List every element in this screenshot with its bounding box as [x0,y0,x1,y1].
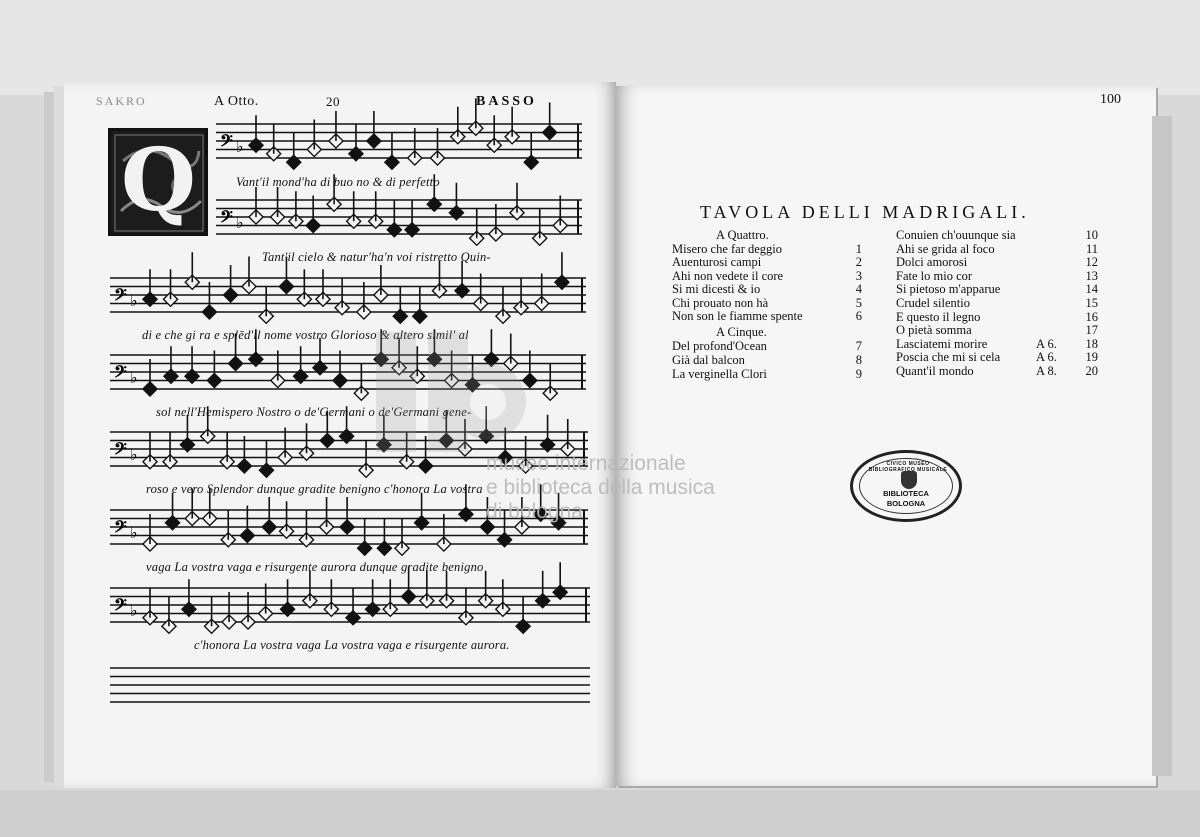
toc-entry-title: Conuien ch'ouunque sia [896,228,1016,242]
toc-entry-title: Auenturosi campi [672,255,762,269]
toc-entry-title: Ahi non vedete il core [672,268,784,283]
toc-entry [896,350,1096,364]
lyric-line-6: vaga La vostra vaga e risurgente aurora dunque gradite benigno [146,560,484,574]
staff [216,98,582,169]
toc-left-column [672,228,872,388]
toc-entry-number: 16 [1085,309,1098,324]
toc-heading-a5: A Cinque. [716,325,767,339]
watermark-line-2: e biblioteca della musica [486,476,715,499]
flat-icon: ♭ [130,601,138,621]
toc-entry-title: O pietà somma [896,323,972,338]
toc-entry [896,337,1096,351]
initial-letter: Q [121,130,196,231]
watermark-logo [376,332,526,452]
toc-entry-number: 17 [1085,323,1098,338]
toc-entry [672,282,872,296]
lyric-line-4: sol nell'Hemispero Nostro o de'Germani o de'Germani gene- [156,405,472,419]
bass-clef-icon: 𝄢 [114,438,127,463]
toc-entry-number: 18 [1085,336,1098,351]
toc-entry [896,364,1096,378]
toc-entry [896,323,1096,337]
toc-entry-number: 19 [1085,350,1098,365]
toc-entry-number: 10 [1085,228,1098,242]
lyric-line-3: di e che gi ra e splēd'il nome vostro Glorioso & altero simil' al [142,328,469,342]
toc-entry-number: 4 [855,282,862,296]
bleed-through-header: SAKRO [96,94,147,108]
toc-entry-number: 12 [1085,255,1098,270]
toc-entry-title: Misero che far deggio [672,241,783,256]
toc-entry [672,309,872,323]
stamp-top-text: CIVICO MUSEO BIBLIOGRAFICO MUSICALE [868,461,948,473]
toc-entry-title: Fate lo mio cor [896,268,973,283]
toc-entry-number: 2 [855,255,862,269]
bass-clef-icon: 𝄢 [220,206,233,231]
stamp-inner-ring [859,458,953,514]
toc-entry-number: 9 [855,367,862,381]
toc-entry [896,269,1096,283]
bass-clef-icon: 𝄢 [114,594,127,619]
toc-entry [896,228,1096,242]
toc-entry-number: 14 [1085,282,1098,297]
lyric-line-1: Vant'il mond'ha di buo no & di perfetto [236,175,440,189]
toc-entry-title: La verginella Clori [672,367,767,381]
flat-icon: ♭ [236,213,244,233]
toc-entry-voices: A 8. [1036,364,1057,378]
watermark-line-3: di bologna [486,500,583,523]
flat-icon: ♭ [130,523,138,543]
toc-entry-title: Quant'il mondo [896,364,974,378]
toc-entry-number: 15 [1085,296,1098,310]
toc-entry [672,296,872,310]
toc-entry-voices: A 6. [1036,350,1057,365]
header-page-number: 20 [326,94,340,109]
folio-number: 100 [1100,92,1121,107]
toc-entry-title: Non son le fiamme spente [672,309,803,323]
toc-entry-title: Crudel silentio [896,296,970,310]
bass-clef-icon: 𝄢 [114,284,127,309]
toc-entry [672,367,872,381]
toc-entry [896,255,1096,269]
header-voices: A Otto. [214,94,259,109]
toc-entry-title: Del profond'Ocean [672,339,767,353]
header-part-name: BASSO [476,94,537,109]
toc-entry-number: 8 [855,353,862,367]
bass-clef-icon: 𝄢 [114,516,127,541]
library-stamp [850,450,962,522]
table-title: TAVOLA DELLI MADRIGALI. [700,202,1030,222]
toc-entry [896,242,1096,256]
toc-entry-number: 13 [1085,268,1098,283]
watermark-text [486,452,715,524]
toc-entry-title: Già dal balcon [672,353,745,367]
toc-entry-title: Lasciatemi morire [896,336,988,351]
toc-entry-title: Chi prouato non hà [672,295,769,310]
toc-entry-title: Dolci amorosi [896,255,968,270]
toc-entry [896,296,1096,310]
flat-icon: ♭ [130,445,138,465]
lyric-line-2: Tant'il cielo & natur'ha'n voi ristretto Quin- [262,250,491,264]
toc-entry-voices: A 6. [1036,336,1057,351]
toc-entry [896,310,1096,324]
toc-entry-number: 11 [1085,241,1098,256]
toc-entry-number: 5 [855,295,862,310]
toc-entry [672,339,872,353]
toc-entry-number: 20 [1085,364,1098,378]
bass-clef-icon: 𝄢 [114,361,127,386]
stamp-middle-text: BIBLIOTECA [883,489,929,498]
toc-entry-number: 7 [855,339,862,353]
toc-entry-number: 1 [855,241,862,256]
toc-entry-title: Poscia che mi si cela [896,350,1001,365]
staff [110,668,590,702]
toc-entry [672,242,872,256]
bass-clef-icon: 𝄢 [220,130,233,155]
toc-entry-title: Ahi se grida al foco [896,241,995,256]
toc-entry-title: Si pietoso m'apparue [896,282,1001,297]
toc-entry [896,282,1096,296]
flat-icon: ♭ [130,368,138,388]
flat-icon: ♭ [236,137,244,157]
toc-entry-title: E questo il legno [896,309,981,324]
toc-heading-a4: A Quattro. [716,228,769,242]
watermark-line-1: museo internazionale [486,452,686,475]
stamp-bottom-text: BOLOGNA [886,499,926,508]
lyric-line-7: c'honora La vostra vaga La vostra vaga e risurgente aurora. [194,638,510,652]
toc-entry [672,255,872,269]
toc-entry-number: 3 [855,268,862,283]
toc-entry-title: Si mi dicesti & io [672,282,761,296]
toc-entry-number: 6 [855,309,862,323]
lyric-line-5: roso e vero Splendor dunque gradite benigno c'honora La vostra [146,482,483,496]
toc-right-column [896,228,1096,388]
toc-entry [672,353,872,367]
flat-icon: ♭ [130,291,138,311]
toc-entry [672,269,872,283]
shield-icon [901,471,917,489]
